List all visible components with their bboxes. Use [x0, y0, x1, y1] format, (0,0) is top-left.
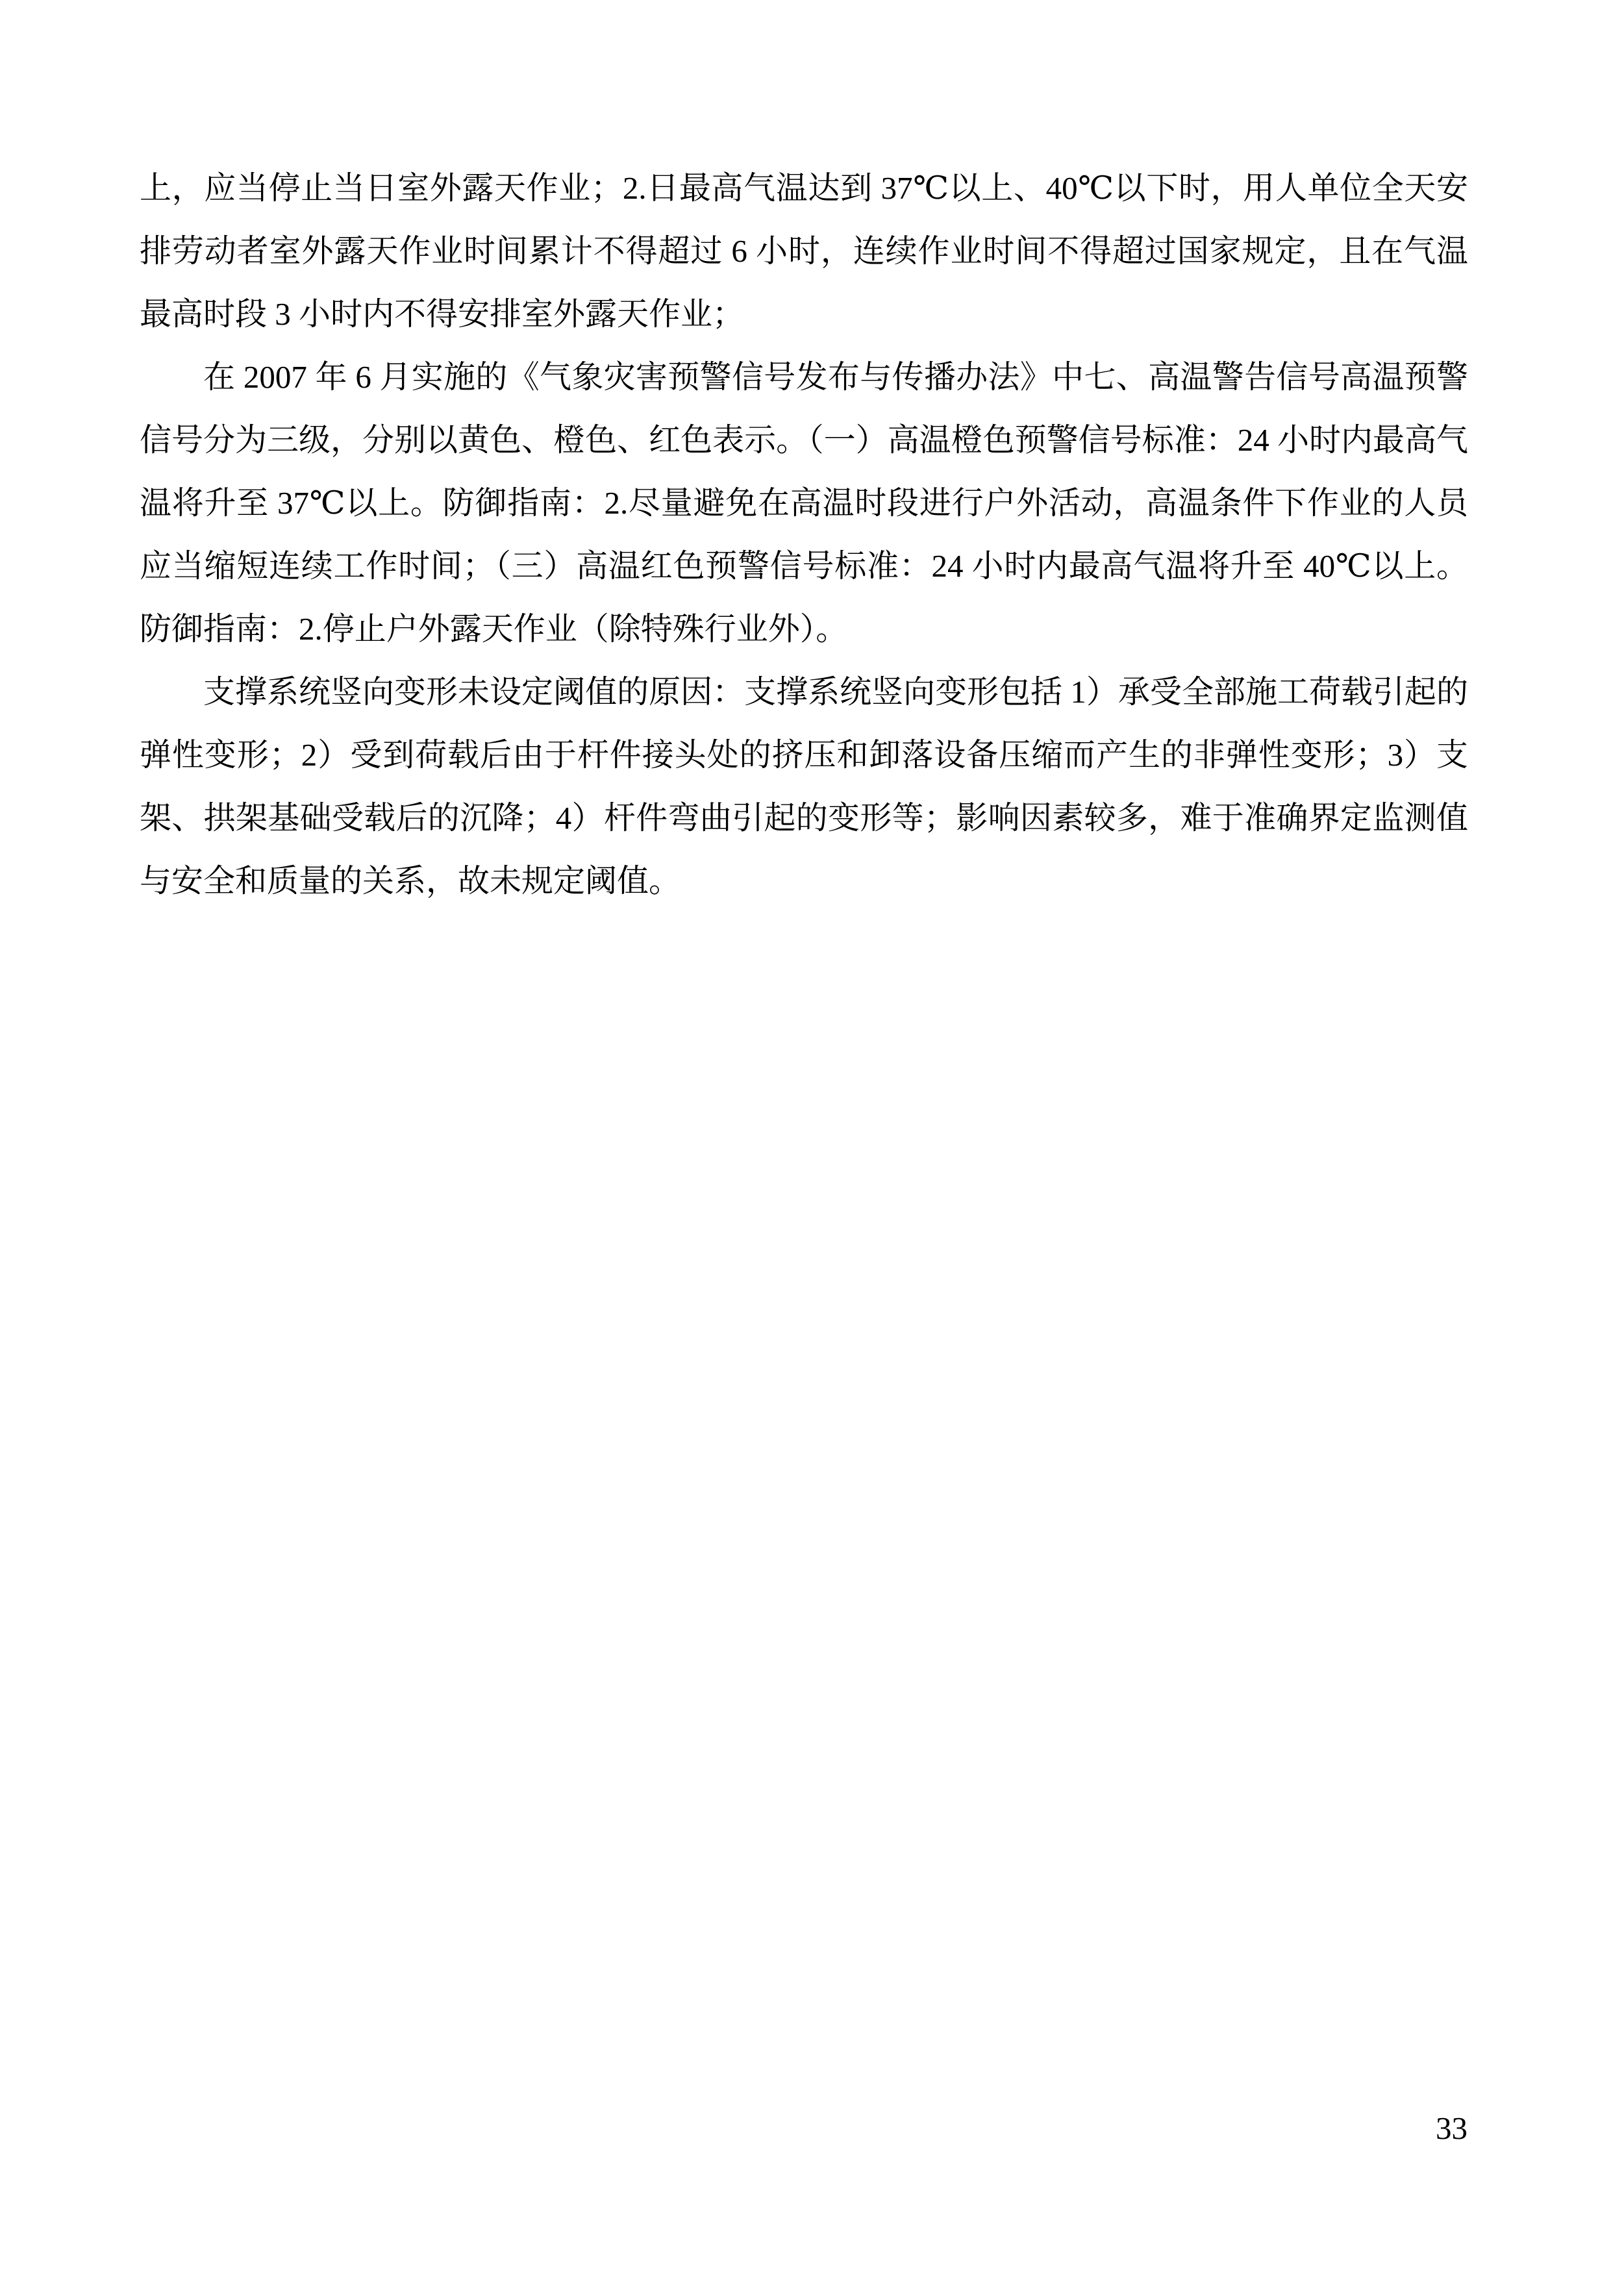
- page-number: 33: [1436, 2110, 1468, 2146]
- paragraph-continuation: 上，应当停止当日室外露天作业；2.日最高气温达到 37℃以上、40℃以下时，用人单位全天安排劳动者室外露天作业时间累计不得超过 6 小时，连续作业时间不得超过国家规定，且在气温最高时段 3 小时内不得安排室外露天作业；: [140, 170, 1468, 332]
- body-text: [140, 156, 1468, 912]
- paragraph-warning-signal: 在 2007 年 6 月实施的《气象灾害预警信号发布与传播办法》中七、高温警告信号高温预警信号分为三级，分别以黄色、橙色、红色表示。（一）高温橙色预警信号标准：24 小时内最高气温将升至 37℃以上。防御指南：2.尽量避免在高温时段进行户外活动，高温条件下作业的人员应当缩短连续工作时间；（三）高温红色预警信号标准：24 小时内最高气温将升至 40℃以上。防御指南：2.停止户外露天作业（除特殊行业外）。: [140, 359, 1468, 647]
- paragraph-support-system: 支撑系统竖向变形未设定阈值的原因：支撑系统竖向变形包括 1）承受全部施工荷载引起的弹性变形；2）受到荷载后由于杆件接头处的挤压和卸落设备压缩而产生的非弹性变形；3）支架、拱架基础受载后的沉降；4）杆件弯曲引起的变形等；影响因素较多，难于准确界定监测值与安全和质量的关系，故未规定阈值。: [140, 674, 1468, 899]
